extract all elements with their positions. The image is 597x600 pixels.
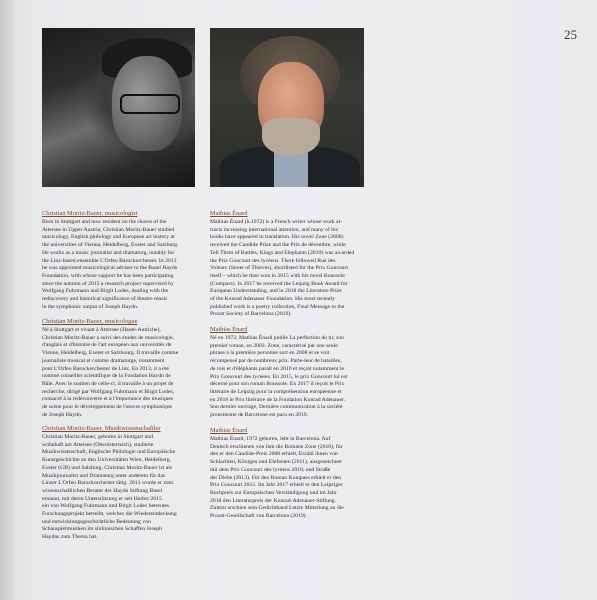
section-heading: Christian Moritz-Bauer, musicologue	[42, 318, 138, 325]
text-line: the Linz-based ensemble L'Orfeo Barockorchester. In 2013	[42, 257, 177, 264]
text-line: en 2018 le Prix littéraire de la Fondation Konrad Adenauer.	[210, 396, 345, 403]
section-body	[42, 434, 202, 542]
section-heading: Mathias Énard	[210, 326, 248, 333]
text-line: European Understanding, and in 2018 the Literature Prize	[210, 288, 342, 295]
text-line: den er den Candide-Preis 2008 erhielt, Erzähl ihnen von	[210, 451, 338, 458]
bio-section-de	[210, 427, 370, 521]
text-line: Exeter (GB) und Salzburg. Christian Moritz-Bauer ist als	[42, 464, 173, 471]
text-line: in the symphonic output of Joseph Haydn.	[42, 303, 139, 310]
text-line: premier roman, en 2003. Zone, caractérisé par une seule	[210, 342, 338, 349]
text-line: Haydns zum Thema hat.	[42, 534, 98, 541]
section-body	[210, 219, 370, 319]
text-line: Mathias Énard, 1972 geboren, lebt in Barcelona. Auf	[210, 436, 331, 442]
text-line: Né à Stuttgart et vivant à Attersee (Haute-Autriche),	[42, 327, 161, 333]
text-line: Proust-Gesellschaft von Barcelona (2019).	[210, 513, 307, 520]
text-line: Attersee in Upper Austria, Christian Moritz-Bauer studied	[42, 226, 175, 233]
text-line: Mathias Énard (b.1972) is a French writer whose work at-	[210, 219, 343, 225]
text-line: Musikwissenschaft, Englische Philologie und Europäische	[42, 449, 176, 456]
text-line: Born in Stuttgart and now resident on the shores of the	[42, 219, 167, 225]
text-line: littéraire de Leipzig pour la compréhension européenne et	[210, 388, 342, 395]
bio-section-de	[42, 425, 202, 542]
text-line: Buchpreis zur Europäischen Verständigung und im Jahr	[210, 489, 337, 496]
text-line: Christian Moritz-Bauer a suivi des études de musicologie,	[42, 334, 175, 341]
text-line: Voleurs (Street of Thieves), shortlisted for the Prix Goncourt	[210, 265, 349, 272]
page-spine-shadow	[0, 0, 14, 600]
page-number: 25	[564, 27, 577, 42]
text-line: itself – which he then won in 2015 with his novel Boussole	[210, 272, 345, 279]
text-line: de Joseph Haydn.	[42, 411, 83, 418]
section-body	[210, 436, 370, 521]
bio-section-en	[42, 210, 202, 311]
portrait-glasses	[120, 94, 180, 114]
text-line: musicology, English philology and European art history at	[42, 234, 175, 241]
portrait-photo-christian-moritz-bauer	[42, 28, 195, 187]
text-line: the universities of Vienna, Heidelberg, Exeter and Salzburg.	[42, 242, 179, 249]
text-line: wohnhaft am Attersee (Oberösterreich), studierte	[42, 441, 154, 448]
text-line: recherche, dirigé par Wolfgang Fuhrmann et Birgit Lodes,	[42, 388, 175, 395]
text-line: ernannt, mit deren Unterstützung er seit Herbst 2015	[42, 495, 162, 502]
text-line: mit dem Prix Goncourt des lycéens 2010, und Straße	[210, 466, 331, 473]
text-line: He works as a music journalist and dramaturg, notably for	[42, 249, 175, 256]
section-heading: Christian Moritz-Bauer, musicologist	[42, 210, 138, 217]
text-line: décerné pour son roman Boussole. En 2017 il reçoit le Prix	[210, 381, 345, 388]
section-body	[210, 335, 370, 420]
text-line: und entwicklungsgeschichtliche Bedeutung von	[42, 518, 151, 525]
text-line: Prix Goncourt 2015. Im Jahr 2017 erhielt er den Leipziger	[210, 482, 343, 489]
portrait-beard	[262, 118, 320, 156]
section-heading: Mathias Énard	[210, 210, 248, 217]
text-line: de rois et d'éléphants paraît en 2010 et reçoit notamment le	[210, 365, 345, 372]
text-line: since the autumn of 2015 a research project supervised by	[42, 280, 174, 287]
text-line: Né en 1972, Mathias Énard publie La perfection du tir, son	[210, 335, 345, 341]
portrait-photo-mathias-enard	[210, 28, 364, 187]
section-body	[42, 219, 202, 311]
text-line: the Prix Goncourt des lycéens. There followed Rue des	[210, 257, 336, 264]
text-line: der Diebe (2013). Für den Roman Kompass erhielt er den	[210, 474, 342, 481]
bio-section-en	[210, 210, 370, 319]
text-line: phrase à la première personne sort en 2008 et se voit	[210, 350, 330, 357]
text-line: wissenschaftlichen Berater der Haydn Stiftung Basel	[42, 487, 163, 494]
text-line: de scène pour le développement de l'œuvre symphonique	[42, 404, 173, 411]
text-line: proustienne de Barcelone est paru en 2019.	[210, 412, 309, 419]
text-line: Linzer L'Orfeo Barockorchester tätig. 2013 wurde er zum	[42, 480, 174, 487]
bio-section-fr	[210, 326, 370, 420]
text-line: Schlachten, Königen und Elefanten (2011), ausgezeichnet	[210, 459, 342, 466]
text-line: Schauspielmusiken im sinfonischen Schaffen Joseph	[42, 526, 162, 533]
text-line: Vienne, Heidelberg, Exeter et Salzbourg. Il travaille comme	[42, 350, 179, 357]
text-line: Son dernier ouvrage, Dernière communication à la société	[210, 404, 343, 411]
text-line: Christian Moritz-Bauer, geboren in Stuttgart und	[42, 434, 153, 440]
text-line: Foundation, with whose support he has been participating	[42, 272, 174, 279]
section-body	[42, 327, 202, 419]
text-line: nommé conseiller scientifique de la Fondation Haydn de	[42, 373, 171, 380]
text-line: Prix Goncourt des lycéens. En 2015, le prix Goncourt lui est	[210, 373, 348, 380]
text-line: Forschungsprojekt betreibt, welches die Wiederentdeckung	[42, 511, 177, 518]
text-line: Musikjournalist und Dramaturg unter anderem für das	[42, 472, 166, 479]
text-line: received the Candide Prize and the Prix de décembre, while	[210, 242, 346, 249]
text-line: Deutsch erschienen von ihm die Romane Zone (2010), für	[210, 443, 343, 450]
text-line: Wolfgang Fuhrmann and Birgit Lodes, dealing with the	[42, 288, 169, 295]
text-line: tracts increasing international attention, and many of his	[210, 226, 338, 233]
text-line: journaliste musical et comme dramaturge, notamment	[42, 357, 165, 364]
section-heading: Mathias Énard	[210, 427, 248, 434]
text-line: he was appointed musicological adviser to the Basel Haydn	[42, 265, 178, 272]
text-line: Tell Them of Battles, Kings and Elephants (2010) was awarded	[210, 249, 355, 256]
bio-section-fr	[42, 318, 202, 419]
text-line: ein von Wolfgang Fuhrmann und Birgit Lodes betreutes	[42, 503, 170, 510]
text-line: 2018 den Literaturpreis der Konrad-Adenauer-Stiftung.	[210, 497, 337, 504]
text-line: of the Konrad Adenauer Foundation. His most recently	[210, 296, 336, 303]
section-heading: Christian Moritz-Bauer, Musikwissenschaftler	[42, 425, 161, 432]
text-line: Proust Society of Barcelona (2019).	[210, 311, 292, 318]
text-line: Bâle. Avec le soutien de celle-ci, il travaille à un projet de	[42, 380, 174, 387]
text-line: Zuletzt erschien sein Gedichtband Letzte Mitteilung an die	[210, 505, 344, 512]
text-line: (Compass). In 2017 he received the Leipzig Book Award for	[210, 280, 348, 287]
text-line: récompensé par de nombreux prix. Parle-leur de batailles,	[210, 358, 342, 365]
text-line: consacré à la redécouverte et à l'importance des musiques	[42, 396, 174, 403]
text-line: rediscovery and historical significance of theatre music	[42, 296, 168, 303]
text-line: d'anglais et d'histoire de l'art européen aux universités de	[42, 342, 172, 349]
text-line: published work is a poetry collection, Final Message to the	[210, 303, 345, 310]
text-line: pour L'Orfeo Barockorchester de Linz. En 2013, il a été	[42, 365, 169, 372]
text-line: books have appeared in translation. His novel Zone (2008)	[210, 234, 344, 241]
text-line: Kunstgeschichte an den Universitäten Wien, Heidelberg,	[42, 457, 171, 464]
